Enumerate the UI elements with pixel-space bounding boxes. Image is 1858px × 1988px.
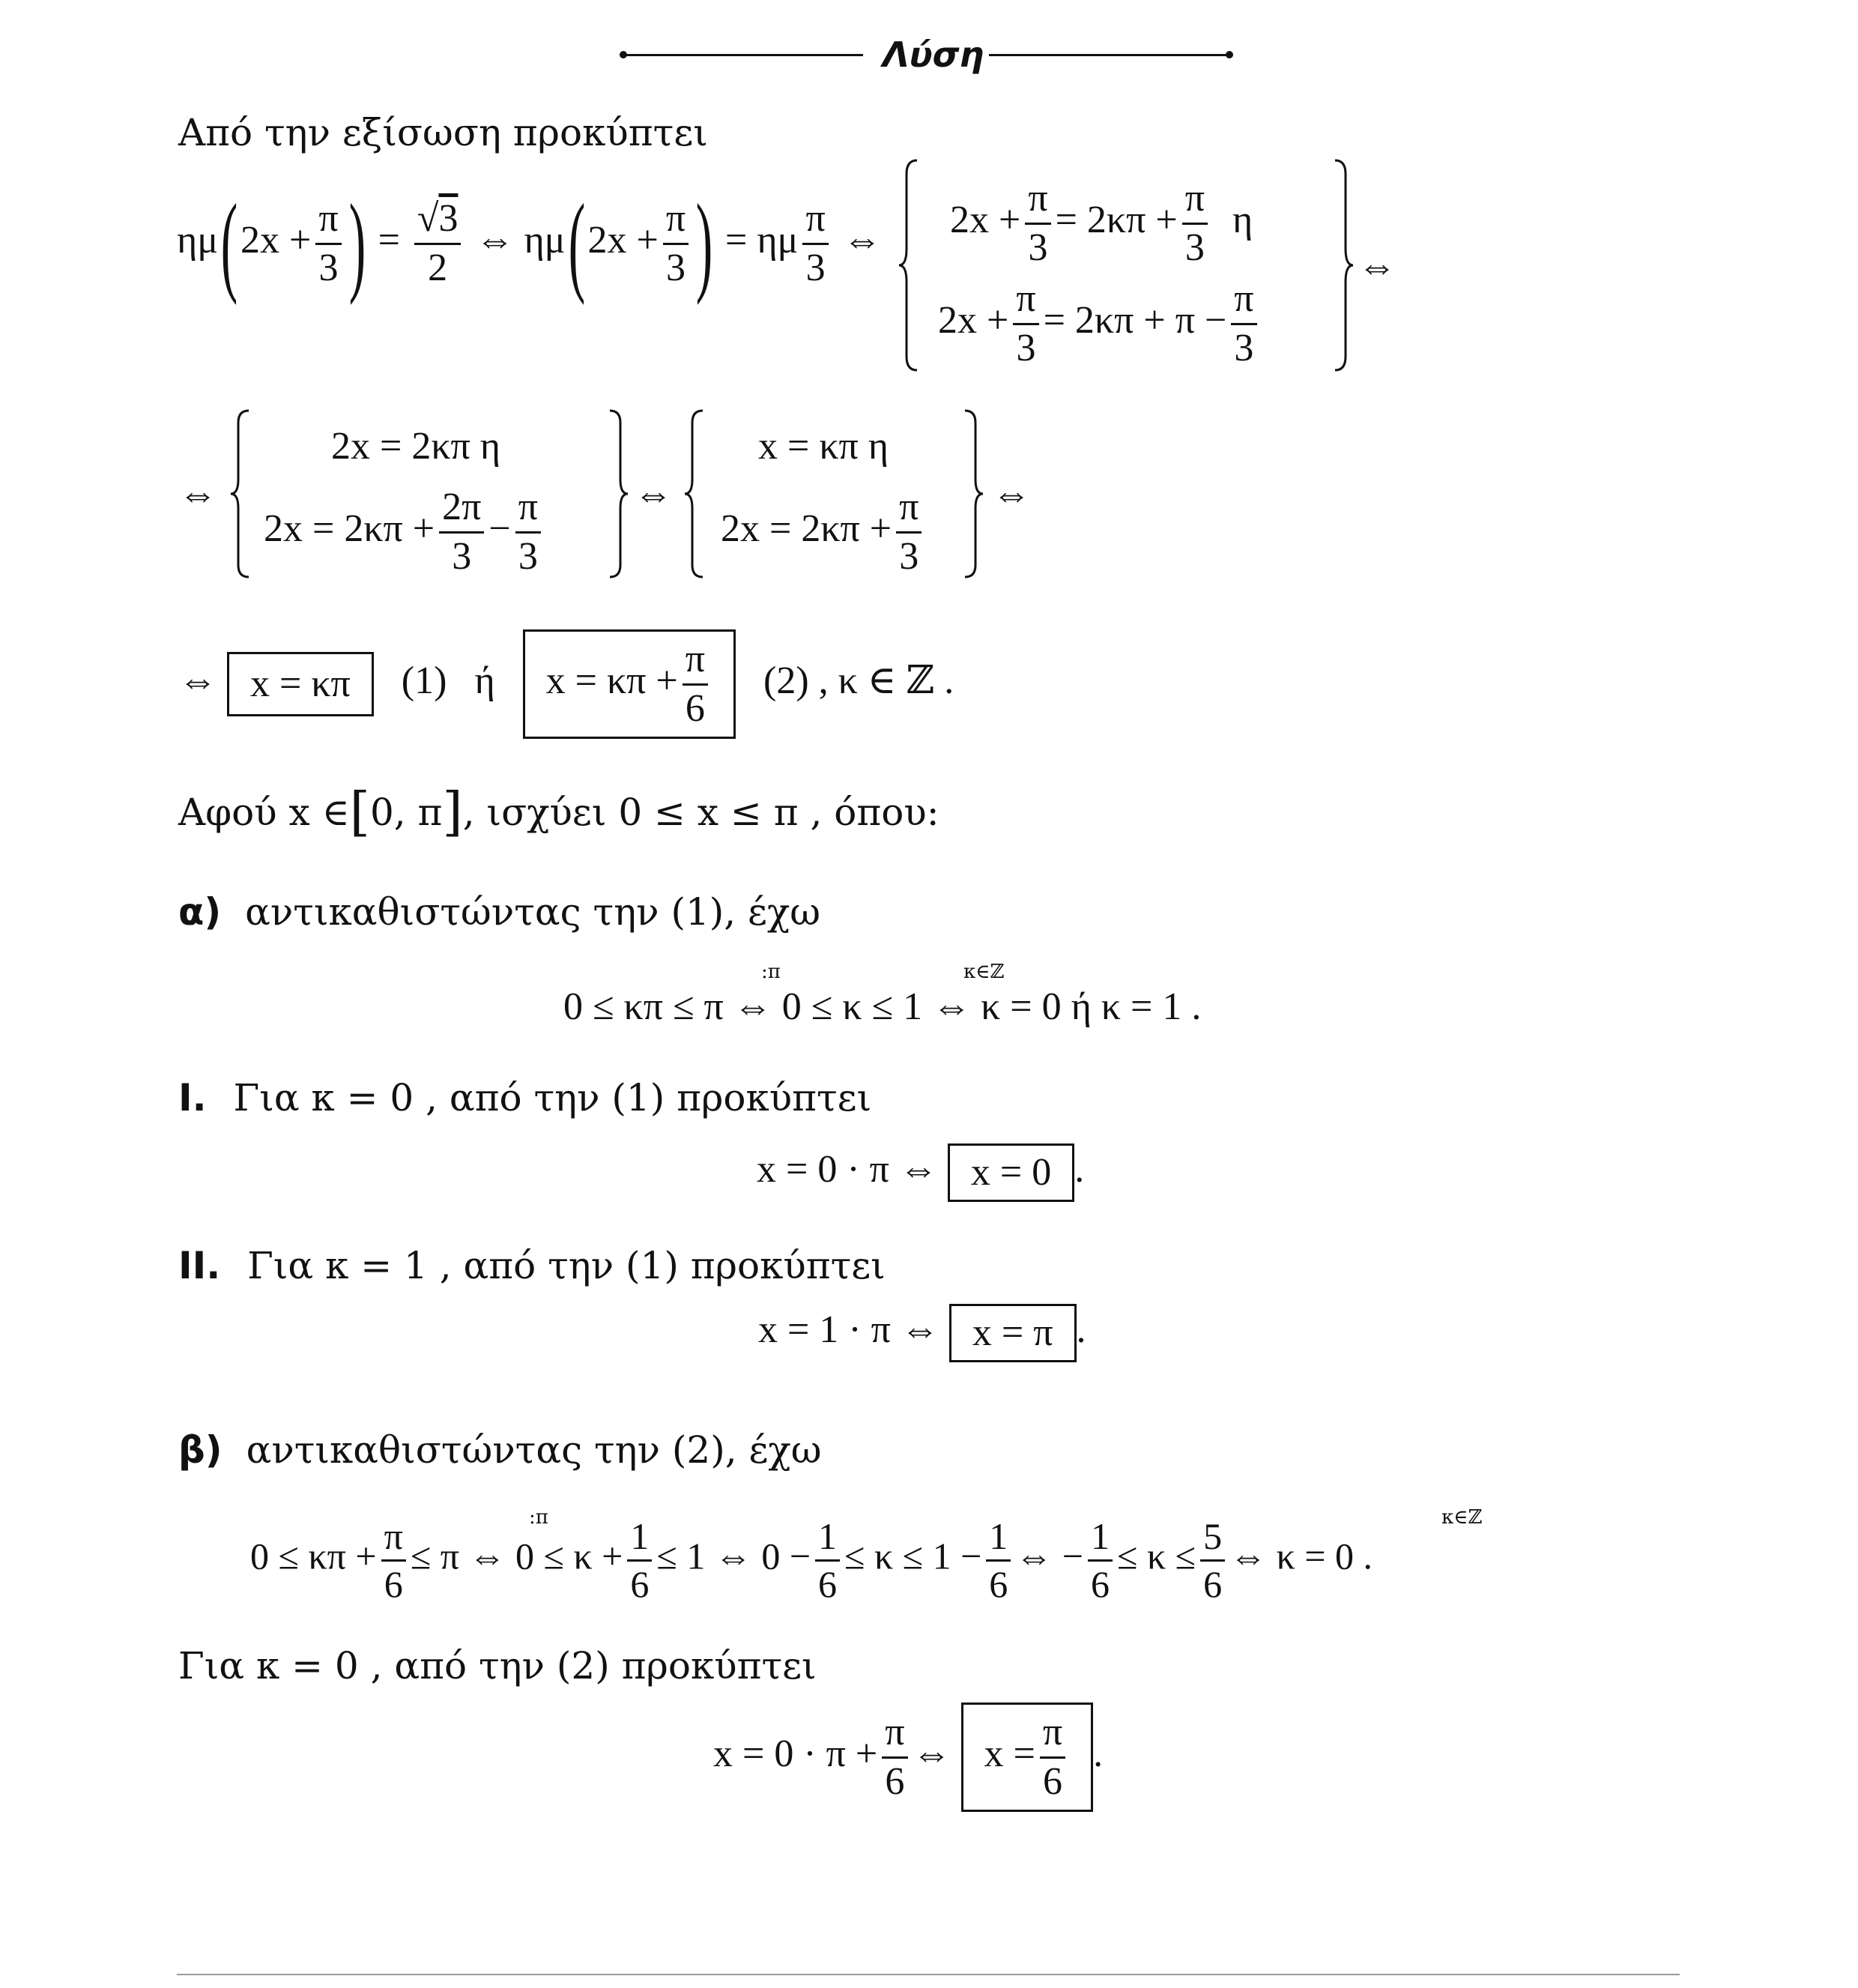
header-rule-left: [623, 54, 863, 56]
part-a-over-divide: :π: [761, 961, 781, 983]
part-b-over-divide: :π: [529, 1506, 548, 1529]
solution-family-2-box: x = κπ + $\frac{\pi}{6}$: [523, 629, 736, 739]
eq1-frac-sqrt3: $\frac{√3}{2}$: [414, 199, 462, 288]
eq2-iff-start: ⇔: [178, 473, 217, 516]
eq1-system-top: 2x + $\frac{\pi}{3}$ = 2κπ + $\frac{\pi}{3}$ η: [950, 177, 1253, 269]
eq1-sine: ημ: [177, 218, 219, 262]
header-dot-right: [1226, 51, 1233, 58]
final-heading: Για κ = 0 , από την (2) προκύπτει: [178, 1644, 817, 1688]
intro-text: Από την εξίσωση προκύπτει: [178, 111, 708, 154]
part-a-heading: α) αντικαθιστώντας την (1), έχω: [178, 890, 821, 934]
eq2-brace-a-left: [229, 409, 252, 578]
case-2-solution-box: x = π: [949, 1304, 1077, 1362]
eq2-brace-b-left: [683, 409, 706, 578]
eq1-lparen: (: [220, 181, 238, 306]
header-rule-right: [989, 54, 1229, 56]
footer-divider: [177, 1974, 1680, 1975]
part-b-over-integers: κ∈ℤ: [1441, 1506, 1483, 1529]
equation-3: ⇔ x = κπ (1) ή x = κπ + $\frac{\pi}{6}$ (2) , κ ∈ ℤ .: [178, 629, 954, 739]
eq2-system-b-bottom: 2x = 2κπ + $\frac{\pi}{3}$: [721, 487, 926, 577]
eq2-iff-mid: ⇔: [634, 473, 673, 516]
eq2-iff-end: ⇔: [992, 473, 1031, 516]
since-line: Αφού x ∈[0, π], ισχύει 0 ≤ x ≤ π , όπου:: [178, 781, 939, 842]
eq1-frac-pi3: $\frac{\pi}{3}$: [315, 199, 341, 288]
eq1-end-iff: ⇔: [1358, 245, 1396, 288]
case-2-heading: II. Για κ = 1 , από την (1) προκύπτει: [178, 1244, 886, 1287]
case-1-equation: x = 0 · π ⇔ x = 0 .: [757, 1143, 1084, 1202]
page-title: Λύση: [883, 34, 984, 75]
case-1-heading: I. Για κ = 0 , από την (1) προκύπτει: [178, 1076, 872, 1120]
eq1-right-brace: [1332, 159, 1355, 372]
final-solution-box: x = $\frac{\pi}{6}$: [961, 1703, 1094, 1812]
final-equation: x = 0 · π + $\frac{\pi}{6}$ ⇔ x = $\frac{\pi}{6}$ .: [713, 1703, 1103, 1812]
part-b-heading: β) αντικαθιστώντας την (2), έχω: [178, 1428, 822, 1472]
eq1-left-brace: [898, 159, 920, 372]
eq1-inner: 2x +: [240, 218, 312, 262]
eq2-system-b-top: x = κπ η: [758, 425, 889, 468]
solution-family-1-box: x = κπ: [227, 652, 374, 716]
case-2-equation: x = 1 · π ⇔ x = π .: [758, 1304, 1086, 1362]
eq1-system-bottom: 2x + $\frac{\pi}{3}$ = 2κπ + π − $\frac{\pi}{3}$: [938, 279, 1262, 369]
eq2-system-a-bottom: 2x = 2κπ + $\frac{2\pi}{3}$ − $\frac{\pi}{3}$: [264, 487, 545, 577]
case-1-solution-box: x = 0: [948, 1143, 1074, 1202]
part-a-inequality: 0 ≤ κπ ≤ π ⇔ 0 ≤ κ ≤ 1 ⇔ κ = 0 ή κ = 1 .: [563, 985, 1202, 1028]
eq2-brace-a-right: [607, 409, 629, 578]
equation-1: ημ(2x + $\frac{\pi}{3}$ ) = $\frac{√3}{2}$ ⇔ ημ(2x + $\frac{\pi}{3}$ ) = ημ $\frac{\pi}{3}$ ⇔: [177, 181, 882, 306]
header-dot-left: [620, 51, 627, 58]
eq1-rparen: ): [348, 181, 366, 306]
part-a-over-integers: κ∈ℤ: [963, 961, 1005, 983]
eq2-brace-b-right: [962, 409, 984, 578]
part-b-inequality: 0 ≤ κπ + $\frac{\pi}{6}$ ≤ π ⇔ 0 ≤ κ + $\frac{1}{6}$ ≤ 1 ⇔ 0 − $\frac{1}{6}$ ≤ κ ≤ 1 − $\frac{1}{6}$ ⇔ − $\frac{1}{6}$ ≤ κ ≤ $\frac{5}{6}$ ⇔ κ = 0 .: [250, 1515, 1373, 1605]
eq2-system-a-top: 2x = 2κπ η: [331, 425, 500, 468]
